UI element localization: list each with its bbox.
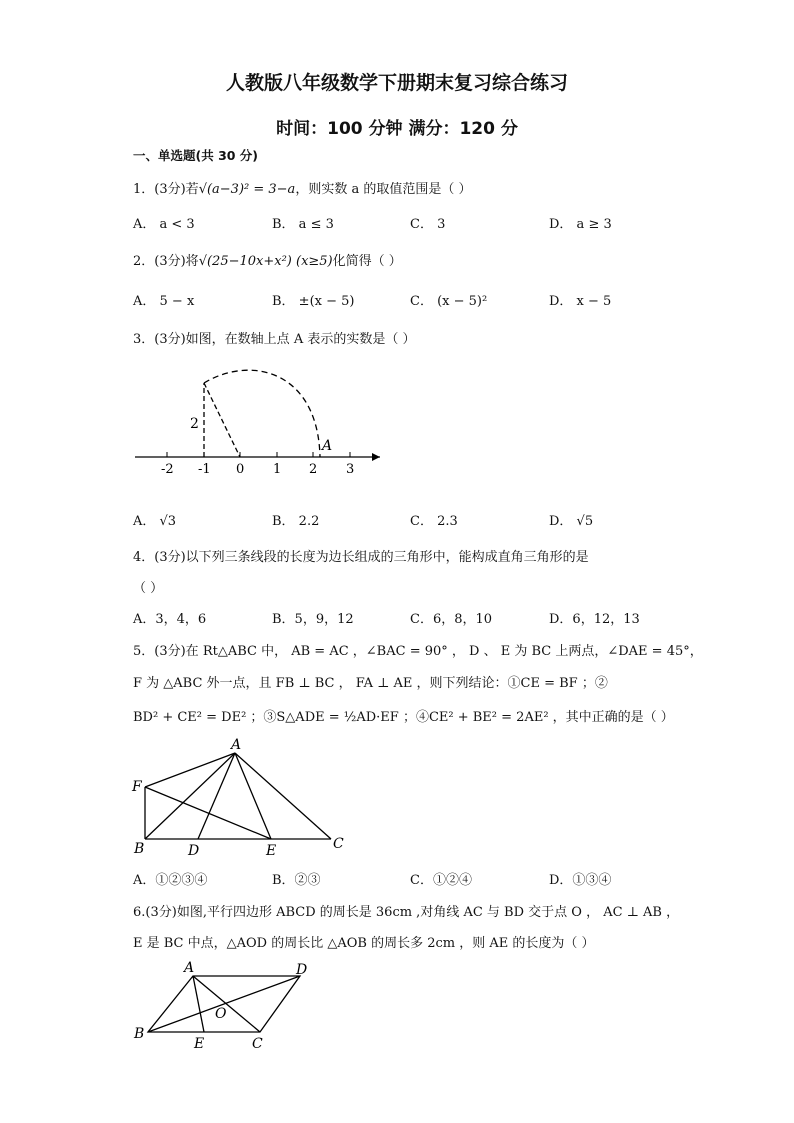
label-d: D xyxy=(296,962,308,978)
q2-stem-expr: √(25−10x+x²) (x≥5) xyxy=(198,254,333,269)
point-a-label: A xyxy=(322,438,333,454)
label-d: D xyxy=(188,843,200,859)
question-6-stem-line2: E 是 BC 中点，△AOD 的周长比 △AOB 的周长多 2cm ，则 AE 的长度为（ ） xyxy=(133,936,595,951)
hypotenuse-segment xyxy=(204,383,240,457)
q2-option-d[interactable]: D． x − 5 xyxy=(549,294,612,309)
q4-option-b[interactable]: B．5，9，12 xyxy=(272,612,354,627)
q3-option-b[interactable]: B． 2.2 xyxy=(272,514,320,529)
q3-option-c[interactable]: C． 2.3 xyxy=(410,514,458,529)
question-6-stem-line1: 6.(3分)如图,平行四边形 ABCD 的周长是 36cm ,对角线 AC 与 BD 交于点 O ， AC ⊥ AB ， xyxy=(133,905,680,920)
page-title: 人教版八年级数学下册期末复习综合练习 xyxy=(225,72,568,94)
q1-stem-post: ，则实数 a 的取值范围是（ ） xyxy=(295,182,472,197)
q5-option-b[interactable]: B．②③ xyxy=(272,873,321,888)
label-c: C xyxy=(333,836,344,852)
question-5-stem-line3: BD² + CE² = DE² ；③S△ADE = ½AD·EF ；④CE² + BE² = 2AE² ，其中正确的是（ ） xyxy=(133,710,674,725)
q4-option-a[interactable]: A．3，4，6 xyxy=(133,612,207,627)
question-3-stem: 3．(3分)如图，在数轴上点 A 表示的实数是（ ） xyxy=(133,332,416,347)
q3-option-d[interactable]: D． √5 xyxy=(549,514,594,529)
q2-stem-pre: 2．(3分)将 xyxy=(133,254,199,269)
question-5-stem-line1: 5．(3分)在 Rt△ABC 中， AB = AC ，∠BAC = 90° ， D 、 E 为 BC 上两点，∠DAE = 45°， xyxy=(133,644,703,659)
axis-arrow-icon xyxy=(372,453,380,461)
tick-label-0: 0 xyxy=(236,462,245,477)
label-f: F xyxy=(132,779,142,795)
q5-option-d[interactable]: D．①③④ xyxy=(549,873,612,888)
label-b: B xyxy=(134,841,145,857)
q1-option-a[interactable]: A． a < 3 xyxy=(133,217,195,232)
q5-option-a[interactable]: A．①②③④ xyxy=(133,873,208,888)
height-label: 2 xyxy=(190,416,199,432)
question-5-stem-line2: F 为 △ABC 外一点，且 FB ⊥ BC ， FA ⊥ AE ，则下列结论：①CE = BF ；② xyxy=(133,676,608,691)
q3-option-a[interactable]: A． √3 xyxy=(133,514,177,529)
question-2-stem xyxy=(133,250,402,269)
question-1-stem xyxy=(133,178,471,197)
label-e: E xyxy=(266,843,277,859)
label-a: A xyxy=(231,737,242,753)
triangle-figure xyxy=(128,735,358,860)
q1-option-d[interactable]: D． a ≥ 3 xyxy=(549,217,612,232)
q1-option-b[interactable]: B． a ≤ 3 xyxy=(272,217,334,232)
q5-option-c[interactable]: C．①②④ xyxy=(410,873,472,888)
label-o: O xyxy=(215,1006,227,1022)
label-e: E xyxy=(194,1036,205,1052)
tick-label-neg2: -2 xyxy=(161,462,174,477)
q2-stem-post: 化简得（ ） xyxy=(332,254,402,269)
label-b: B xyxy=(134,1026,145,1042)
tick-label-2: 2 xyxy=(309,462,318,477)
q4-option-d[interactable]: D．6，12，13 xyxy=(549,612,640,627)
label-c: C xyxy=(252,1036,263,1052)
section-heading: 一、单选题(共 30 分) xyxy=(133,148,259,163)
page-subtitle: 时间：100 分钟 满分：120 分 xyxy=(276,119,518,139)
parallelogram-figure xyxy=(128,958,328,1053)
tick-label-3: 3 xyxy=(346,462,355,477)
q1-option-c[interactable]: C． 3 xyxy=(410,217,446,232)
tick-label-1: 1 xyxy=(273,462,282,477)
question-4-stem-cont: （ ） xyxy=(133,581,164,596)
arc-segment xyxy=(204,370,320,457)
question-4-stem: 4．(3分)以下列三条线段的长度为边长组成的三角形中，能构成直角三角形的是 xyxy=(133,550,589,565)
tick-label-neg1: -1 xyxy=(198,462,211,477)
q2-option-b[interactable]: B． ±(x − 5) xyxy=(272,294,355,309)
label-a: A xyxy=(184,960,195,976)
q2-option-a[interactable]: A． 5 − x xyxy=(133,294,195,309)
q2-option-c[interactable]: C． (x − 5)² xyxy=(410,294,488,309)
q4-option-c[interactable]: C．6，8，10 xyxy=(410,612,493,627)
q1-stem-pre: 1．(3分)若 xyxy=(133,182,199,197)
q1-stem-expr: √(a−3)² = 3−a xyxy=(198,182,296,197)
number-line-figure xyxy=(130,360,390,480)
